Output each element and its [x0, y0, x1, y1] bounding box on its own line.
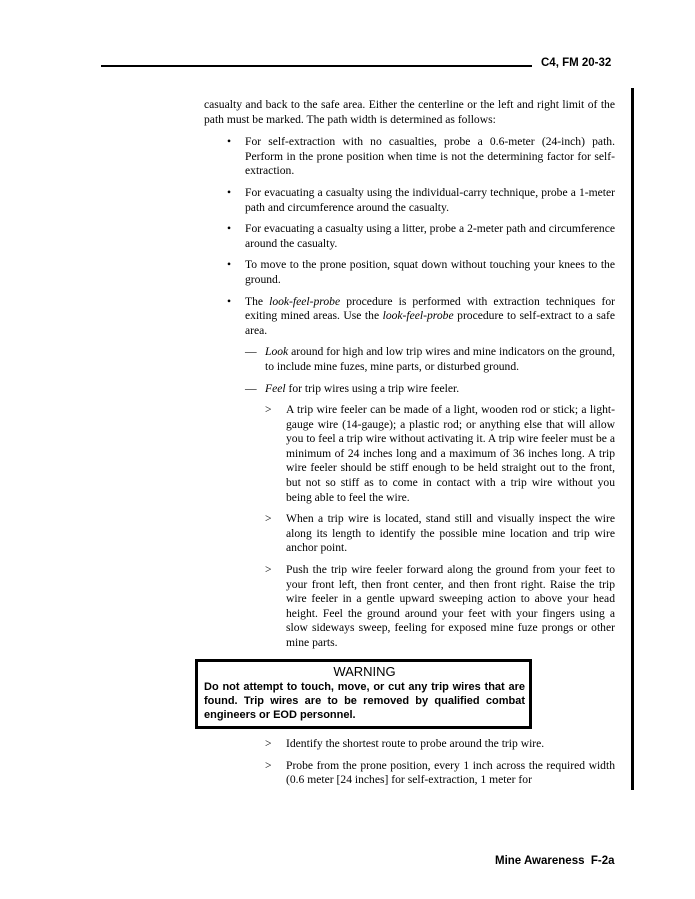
dash-marker: — [245, 345, 257, 359]
step-item [204, 403, 615, 505]
chevron-marker: > [265, 403, 272, 417]
bullet-marker: • [227, 294, 232, 308]
header-rule [101, 65, 532, 67]
bullet-text: For self-extraction with no casualties, probe a 0.6-meter (24-inch) path. Perform in the prone position when time is not the determining factor for self-extraction. [245, 135, 615, 178]
list-item [204, 295, 615, 339]
main-text-continued [204, 737, 615, 795]
warning-title: WARNING [333, 664, 396, 679]
chevron-marker: > [265, 512, 272, 526]
procedure-name-emphasis: look-feel-probe [382, 309, 454, 323]
step-text: Identify the shortest route to probe around the trip wire. [286, 737, 545, 750]
step-text: When a trip wire is located, stand still and visually inspect the wire along its length to identify the possible mine location and trip wire anchor point. [286, 512, 615, 555]
bullet-marker: • [227, 222, 232, 236]
step-item [204, 563, 615, 651]
bullet-text: To move to the prone position, squat down without touching your knees to the ground. [245, 258, 615, 286]
procedure-name-emphasis: look-feel-probe [269, 294, 341, 308]
intro-paragraph: casualty and back to the safe area. Either the centerline or the left and right limit of the path must be marked. The path width is determined as follows: [204, 98, 615, 126]
bullet-text-part: procedure is performed with extraction techniques for exiting mined areas. Use the [245, 294, 615, 323]
feel-text: for trip wires using a trip wire feeler. [285, 381, 460, 395]
bullet-marker: • [227, 135, 232, 149]
bullet-text: For evacuating a casualty using a litter, probe a 2-meter path and circumference around the casualty. [245, 222, 615, 250]
list-item [204, 258, 615, 287]
bullet-text: For evacuating a casualty using the individual-carry technique, probe a 1-meter path and circumference around the casualty. [245, 185, 615, 214]
sub-list-item [204, 382, 615, 397]
list-item [204, 222, 615, 251]
step-item [204, 759, 615, 788]
step-text: A trip wire feeler can be made of a light, wooden rod or stick; a light-gauge wire (14-gauge); a plastic rod; or anything else that will allow you to feel a trip wire without activating it. A trip wire feeler must be a minimum of 24 inches long and a maximum of 36 inches long. A trip wire feeler should be stiff enough to be held straight out to the front, but not so stiff as to come in contact with a trip wire without you being able to feel the wire. [286, 403, 615, 504]
bullet-text-part: procedure to self-extract to a safe area. [245, 309, 615, 337]
document-id: C4, FM 20-32 [541, 57, 612, 69]
chevron-marker: > [265, 563, 272, 577]
warning-box [195, 659, 532, 729]
look-emphasis: Look [265, 345, 289, 359]
warning-text: Do not attempt to touch, move, or cut any trip wires that are found. Trip wires are to be removed by qualified combat engineers or EOD personnel. [204, 681, 525, 721]
bullet-text-part: The [245, 294, 270, 308]
step-text: Push the trip wire feeler forward along the ground from your feet to your front left, then front center, and then front right. Raise the trip wire feeler in a gentle upward sweeping action to above your head height. Feel the ground around your feet with your fingers using a slow sideways sweep, feeling for exposed mine fuze prongs or other mine parts. [286, 563, 615, 649]
bullet-marker: • [227, 258, 232, 272]
step-text: Probe from the prone position, every 1 inch across the required width (0.6 meter [24 inches] for self-extraction, 1 meter for [286, 758, 615, 787]
change-bar [631, 88, 634, 790]
chevron-marker: > [265, 758, 272, 772]
main-text [204, 98, 615, 658]
sub-list-item [204, 345, 615, 374]
step-item [204, 512, 615, 556]
feel-emphasis: Feel [265, 381, 286, 395]
look-text: around for high and low trip wires and mine indicators on the ground, to include mine fuzes, mine parts, or disturbed ground. [265, 345, 615, 373]
chevron-marker: > [265, 737, 272, 750]
dash-marker: — [245, 381, 257, 395]
step-item [204, 737, 615, 752]
list-item [204, 135, 615, 179]
list-item [204, 186, 615, 215]
page-footer: Mine Awareness F-2a [495, 855, 615, 867]
bullet-marker: • [227, 185, 232, 199]
